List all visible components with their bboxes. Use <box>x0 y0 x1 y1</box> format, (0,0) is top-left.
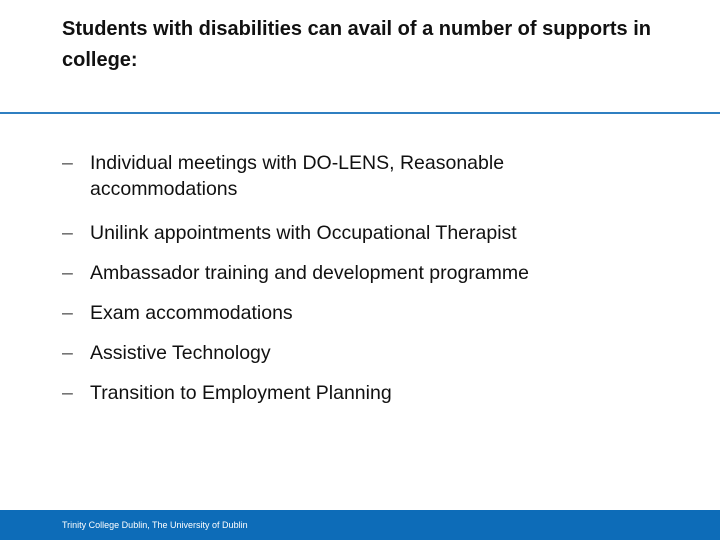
footer-text: Trinity College Dublin, The University of Dublin <box>62 520 248 530</box>
list-item <box>62 380 622 406</box>
footer-bar <box>0 510 720 540</box>
dash-bullet-icon: – <box>62 382 73 404</box>
list-item-text: Individual meetings with DO-LENS, Reasonable accommodations <box>90 152 505 200</box>
list-item <box>62 220 622 246</box>
dash-bullet-icon: – <box>62 262 73 284</box>
dash-bullet-icon: – <box>62 342 73 364</box>
list-item-text: Ambassador training and development programme <box>90 262 529 284</box>
list-item <box>62 260 622 286</box>
list-item-text: Exam accommodations <box>90 302 293 324</box>
list-item-text: Unilink appointments with Occupational Therapist <box>90 222 517 244</box>
dash-bullet-icon: – <box>62 152 73 174</box>
support-list <box>62 150 622 420</box>
list-item <box>62 300 622 326</box>
slide-title: Students with disabilities can avail of a number of supports in college: <box>62 18 651 71</box>
title-divider <box>0 112 720 114</box>
list-item-text: Transition to Employment Planning <box>90 382 392 404</box>
list-item <box>62 340 622 366</box>
dash-bullet-icon: – <box>62 302 73 324</box>
list-item-text: Assistive Technology <box>90 342 271 364</box>
dash-bullet-icon: – <box>62 222 73 244</box>
list-item <box>62 150 622 202</box>
